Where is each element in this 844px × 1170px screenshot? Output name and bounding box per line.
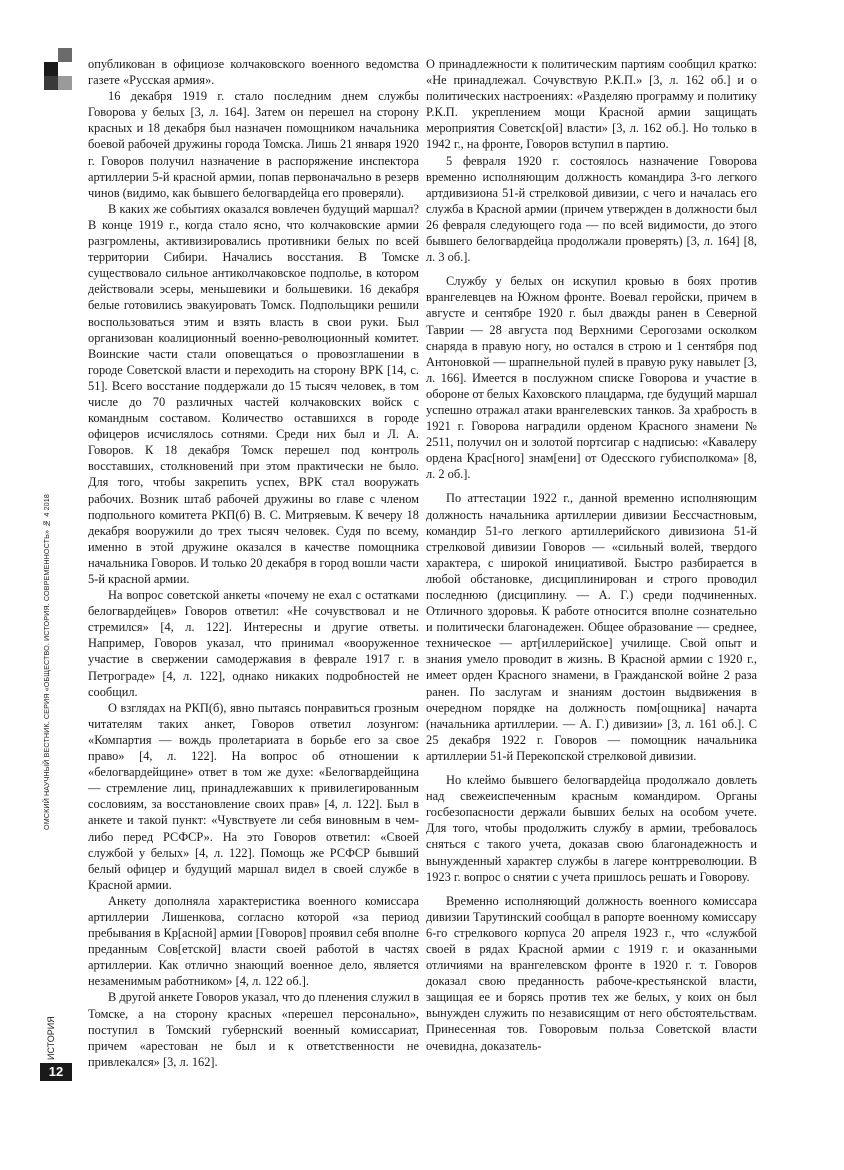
paragraph: опубликован в официозе колчаковского военного ведомства газете «Русская армия». bbox=[88, 57, 419, 88]
paragraph: О взглядах на РКП(б), явно пытаясь понравиться грозным читателям таких анкет, Говоров ответил лозунгом: «Компартия — вождь пролетариата в борьбе его за свое право» [4, л. 122]. На вопрос об отношении к «белогвардейщине» ответ в том же духе: «Белогвардейщина — стремление лиц, принадлежавших к привилегированным сословиям, за восстановление своих прав» [4, л. 122]. Был в анкете и такой пункт: «Чувствуете ли себя виновным в чем-либо перед РСФСР». На это Говоров ответил: «Своей службой у белых» [4, л. 122]. Помощь же РСФСР бывший белый офицер и будущий маршал видел в своей службе в Красной армии. bbox=[88, 700, 419, 892]
page-number: 12 bbox=[40, 1063, 72, 1081]
paragraph: Службу у белых он искупил кровью в боях против врангелевцев на Южном фронте. Воевал геройски, причем в августе и сентябре 1920 г. был дважды ранен в Северной Таврии — 28 августа под Верхними Серогозами осколком снаряда в правую ногу, но остался в строю и 1 сентября под Антоновкой — шрапнельной пулей в правую руку навылет [3, л. 166]. Имеется в послужном списке Говорова и участие в обороне от белых Каховского плацдарма, где будущий маршал успешно отражал атаки врангелевских танков. За храбрость в 1921 г. Говорова наградили орденом Красного знамени № 2511, получил он и золотой портсигар с надписью: «Кавалеру ордена Крас[ного] знам[ени] от Одесского губисполкома» [8, л. 2 об.]. bbox=[426, 274, 757, 482]
left-text-column bbox=[88, 56, 419, 1070]
corner-decoration-square bbox=[58, 48, 72, 62]
paragraph: В каких же событиях оказался вовлечен будущий маршал? В конце 1919 г., когда стало ясно, что колчаковские армии разгромлены, активизировались противники белых по всей территории Сибири. Начались восстания. В Томске существовало сильное антиколчаковское подполье, в котором действовали эсеры, меньшевики и большевики. 16 декабря белые готовились эвакуировать Томск. Подпольщики решили воспользоваться этим и взять власть в свои руки. Был организован коалиционный военно-революционный комитет. Воинские части стали оповещаться о провозглашении в городе Советской власти и переходить на сторону ВРК [14, с. 51]. Всего восстание поддержали до 15 тысяч человек, в том числе до 70 различных частей колчаковских войск с командным составом. Количество оставшихся в городе офицеров исчислялось сотнями. Среди них был и Л. А. Говоров. К 18 декабря Томск перешел под контроль восставших, столкновений при этом практически не было. Для того, чтобы закрепить успех, ВРК стал вооружать рабочих. Возник штаб рабочей дружины во главе с членом подпольного комитета РКП(б) В. С. Митряевым. К вечеру 18 декабря вооружили до трех тысяч человек. Судя по всему, именно в этой дружине оказался в качестве помощника начальника Говоров. И только 20 декабря в город вошли части 5-й красной армии. bbox=[88, 201, 419, 586]
corner-decoration-square bbox=[44, 62, 58, 76]
corner-decoration-square bbox=[58, 76, 72, 90]
paragraph: Но клеймо бывшего белогвардейца продолжало довлеть над свежеиспеченным красным командиром. Органы госбезопасности держали бывших белых на особом учете. Для того, чтобы продолжить службу в армии, требовалось сняться с такого учета, доказав свою благонадежность и вынужденный характер службы в лагере контрреволюции. В 1923 г. вопрос о снятии с учета пришлось решать и Говорову. bbox=[426, 773, 757, 884]
paragraph: Временно исполняющий должность военного комиссара дивизии Тарутинский сообщал в рапорте военному комиссару 6-го стрелкового корпуса 20 апреля 1923 г., что «службой своей в рядах Красной армии с 1919 г. и оказанными отличиями на врангелевском фронте в 1920 г. т. Говоров доказал свою преданность рабоче-крестьянской власти, защищая ее и борясь против тех же белых, у коих он был вынужден служить по независящим от него обстоятельствам. Принесенная тов. Говоровым польза Советской власти очевидна, доказатель- bbox=[426, 893, 757, 1053]
paragraph: В другой анкете Говоров указал, что до пленения служил в Томске, а на сторону красных «перешел персонально», поступил в Томский губернский военный комиссариат, причем «арестован не был и к ответственности не привлекался» [3, л. 162]. bbox=[88, 990, 419, 1069]
journal-running-title: ОМСКИЙ НАУЧНЫЙ ВЕСТНИК. СЕРИЯ «ОБЩЕСТВО. ИСТОРИЯ. СОВРЕМЕННОСТЬ» № 4 2018 bbox=[42, 494, 51, 830]
section-label: ИСТОРИЯ bbox=[46, 1016, 56, 1060]
corner-decoration-square bbox=[44, 76, 58, 90]
paragraph: 16 декабря 1919 г. стало последним днем службы Говорова у белых [3, л. 164]. Затем он перешел на сторону красных и 18 декабря был назначен помощником начальника боевой рабочей дружины города Томска. Лишь 21 января 1920 г. Говоров получил назначение в распоряжение инспектора артиллерии 5-й красной армии, попав первоначально в резерв чинов (видимо, как бывшего белогвардейца его проверяли). bbox=[88, 89, 419, 200]
paragraph: На вопрос советской анкеты «почему не ехал с остатками белогвардейцев» Говоров ответил: «Не сочувствовал и не стремился» [4, л. 122]. Интересны и другие ответы. Например, Говоров указал, что принимал «вооруженное участие в свержении самодержавия в феврале 1917 г. в Петрограде» [4, л. 122], однако никаких подробностей не сообщил. bbox=[88, 588, 419, 699]
paragraph: По аттестации 1922 г., данной временно исполняющим должность начальника артиллерии дивизии Бессчастновым, командир 51-го легкого артиллерийского дивизиона 51-й стрелковой дивизии Говоров — «сильный волей, твердого характера, с широкой инициативой. Быстро разбирается в любой обстановке, дисциплинирован и строго проводил последнюю (дисциплину. — А. Г.) среди подчиненных. Отличного здоровья. К работе относится вполне сознательно и политически благонадежен. Общее образование — среднее, техническое — арт[иллерийское] училище. Свой опыт и знания умело проводит в жизнь. В Красной армии с 1920 г., имеет орден Красного знамени, в Гражданской войне 2 раза ранен. По заслугам и знаниям достоин выдвижения в очередном порядке на должность пом[ощника] начарта (начальника артиллерии. — А. Г.) дивизии» [3, л. 161 об.]. С 25 декабря 1922 г. Говоров — помощник начальника артиллерии 51-й Перекопской стрелковой дивизии. bbox=[426, 491, 757, 763]
paragraph: 5 февраля 1920 г. состоялось назначение Говорова временно исполняющим должность командира 3-го легкого артдивизиона 51-й стрелковой дивизии, с чего и началась его служба в Красной армии (причем утвержден в должности был 26 февраля следующего года — по всей видимости, до этого бывшего белогвардейца продолжали проверять) [3, л. 164] [8, л. 3 об.]. bbox=[426, 153, 757, 265]
paragraph: Анкету дополняла характеристика военного комиссара артиллерии Лишенкова, согласно которой «за период пребывания в Кр[асной] армии [Говоров] проявил себя вполне преданным Сов[етской] власти своей работой в частях артиллерии. Как отлично знающий военное дело, является незаменимым работником» [4, л. 122 об.]. bbox=[88, 893, 419, 989]
right-text-column bbox=[426, 56, 757, 1054]
paragraph: О принадлежности к политическим партиям сообщил кратко: «Не принадлежал. Сочувствую Р.К.П.» [3, л. 162 об.] и о политических настроениях: «Разделяю программу и политику Р.К.П. укреплением мощи Красной армии защищать мероприятия Советск[ой] власти» [3, л. 162 об.]. Но только в 1942 г., на фронте, Говоров вступил в партию. bbox=[426, 57, 757, 152]
